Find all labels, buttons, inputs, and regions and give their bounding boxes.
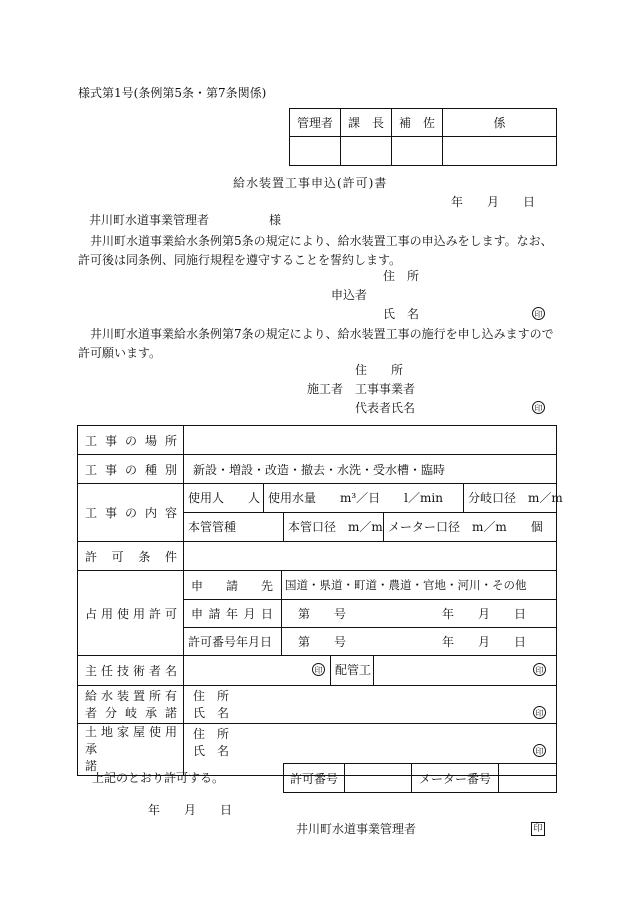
users-field[interactable]: 使用人 人 [187, 491, 260, 505]
location-field[interactable] [183, 426, 556, 455]
conditions-field[interactable] [183, 542, 556, 571]
occupancy-label: 占用使用許可 [85, 606, 177, 621]
contractor-address-label: 住 所 [355, 363, 404, 377]
divider [263, 484, 264, 512]
approval-header-manager: 管理者 [290, 109, 341, 137]
divider [463, 484, 464, 512]
application-date: 年 月 日 [451, 195, 536, 209]
permit-date-label: 許可番号年月日 [187, 635, 272, 649]
main-pipe-type-field[interactable]: 本管管種 [187, 520, 236, 534]
conditions-label-cell [78, 542, 184, 571]
applicant-name-label: 氏 名 [383, 307, 420, 321]
branch-diameter-field[interactable]: 分岐口径 m／m [467, 491, 563, 505]
form-number: 様式第1号(条例第5条・第7条関係) [78, 86, 267, 100]
application-ymd: 年 月 日 [441, 607, 526, 621]
content-subtable-cell [183, 484, 563, 542]
approval-header-assistant: 補 佐 [392, 109, 443, 137]
seal-icon: 印 [533, 706, 546, 719]
seal-icon: 印 [533, 744, 546, 757]
divider [330, 656, 331, 685]
permit-date-label-cell [183, 628, 281, 656]
permit-number-label: 許可番号 [284, 764, 345, 793]
request-paragraph: 井川町水道事業給水条例第7条の規定により、給水装置工事の施行を申し込みますので許可願います。 [78, 327, 554, 360]
pledge-paragraph: 井川町水道事業給水条例第5条の規定により、給水装置工事の申込みをします。なお、許可後は同条例、同施行規程を遵守することを誓約します。 [78, 234, 553, 267]
page-title: 給水装置工事申込(許可)書 [233, 176, 388, 190]
type-options[interactable]: 新設・増設・改造・撤去・水洗・受水槽・臨時 [183, 455, 556, 484]
plumber-label: 配管工 [334, 663, 371, 677]
approved-text: 上記のとおり許可する。 [92, 771, 225, 785]
approval-stamp-table [289, 108, 557, 166]
main-pipe-diameter-field[interactable]: 本管口径 m／m [287, 520, 383, 534]
approval-stamp-box[interactable] [392, 137, 443, 166]
content-label-cell [78, 484, 184, 542]
permit-ymd: 年 月 日 [441, 635, 526, 649]
permit-number-field[interactable] [345, 764, 412, 793]
approval-stamp-box[interactable] [290, 137, 341, 166]
approval-stamp-box[interactable] [341, 137, 392, 166]
contractor-rep-label: 代表者氏名 [355, 401, 416, 415]
submit-to-label-cell [183, 571, 281, 600]
owner-consent-label-cell [78, 686, 184, 724]
seal-icon: 印 [532, 401, 545, 414]
location-label-cell [78, 426, 184, 455]
location-label: 工事の場所 [85, 433, 177, 448]
submit-to-label: 申請先 [190, 578, 273, 593]
owner-consent-label-1: 給水装置所有 [85, 688, 177, 703]
land-consent-label-cell [78, 724, 184, 776]
contractor-role-label: 施工者 [307, 382, 344, 396]
chief-engineer-row [183, 656, 556, 686]
divider [383, 512, 384, 541]
owner-consent-field[interactable] [183, 686, 556, 724]
divider [283, 512, 284, 541]
application-table [77, 425, 563, 776]
permit-date: 年 月 日 [148, 803, 233, 817]
seal-icon: 印 [533, 663, 546, 676]
applicant-role-label: 申込者 [331, 288, 368, 302]
divider [184, 512, 556, 513]
chief-engineer-grid [184, 656, 556, 685]
chief-engineer-label-cell [78, 656, 184, 686]
chief-engineer-label: 主任技術者名 [85, 664, 177, 678]
application-number: 第 号 [297, 607, 346, 621]
manager-title: 井川町水道事業管理者 [296, 822, 417, 836]
application-date-label-cell [183, 600, 281, 628]
divider [373, 656, 374, 685]
meter-diameter-field[interactable]: メーター口径 m／m 個 [387, 520, 543, 534]
content-label: 工事の内容 [85, 506, 177, 520]
water-usage-field[interactable]: 使用水量 m³／日 l／min [267, 491, 443, 505]
addressee: 井川町水道事業管理者 様 [89, 213, 282, 227]
owner-consent-label-2: 者分岐承諾 [85, 705, 177, 720]
meter-number-label: メーター番号 [412, 764, 499, 793]
permit-number-table [283, 763, 557, 793]
contractor-company-label: 工事事業者 [355, 382, 416, 396]
owner-address-label: 住 所 [192, 689, 229, 703]
occupancy-label-cell [78, 571, 184, 656]
type-label: 工事の種別 [85, 462, 177, 477]
land-name-label: 氏 名 [192, 744, 229, 758]
submit-to-options[interactable]: 国道・県道・町道・農道・官地・河川・その他 [281, 571, 556, 600]
land-consent-label-1: 土地家屋使用 [85, 725, 177, 739]
type-label-cell [78, 455, 184, 484]
seal-icon: 印 [312, 663, 325, 676]
owner-name-label: 氏 名 [192, 706, 229, 720]
approval-header-chief: 課 長 [341, 109, 392, 137]
applicant-address-label: 住 所 [383, 269, 420, 283]
application-date-field[interactable] [281, 600, 556, 628]
approval-stamp-box[interactable] [443, 137, 557, 166]
permit-number: 第 号 [297, 635, 346, 649]
land-consent-label-2: 承諾 [85, 742, 98, 773]
application-date-label: 申請年月日 [190, 607, 273, 621]
land-address-label: 住 所 [192, 727, 229, 741]
content-grid [184, 484, 563, 541]
meter-number-field[interactable] [499, 764, 557, 793]
approval-header-staff: 係 [443, 109, 557, 137]
permit-date-field[interactable] [281, 628, 556, 656]
conditions-label: 許可条件 [85, 549, 177, 564]
seal-icon: 印 [532, 307, 545, 320]
official-stamp-icon: 印 [531, 822, 545, 836]
